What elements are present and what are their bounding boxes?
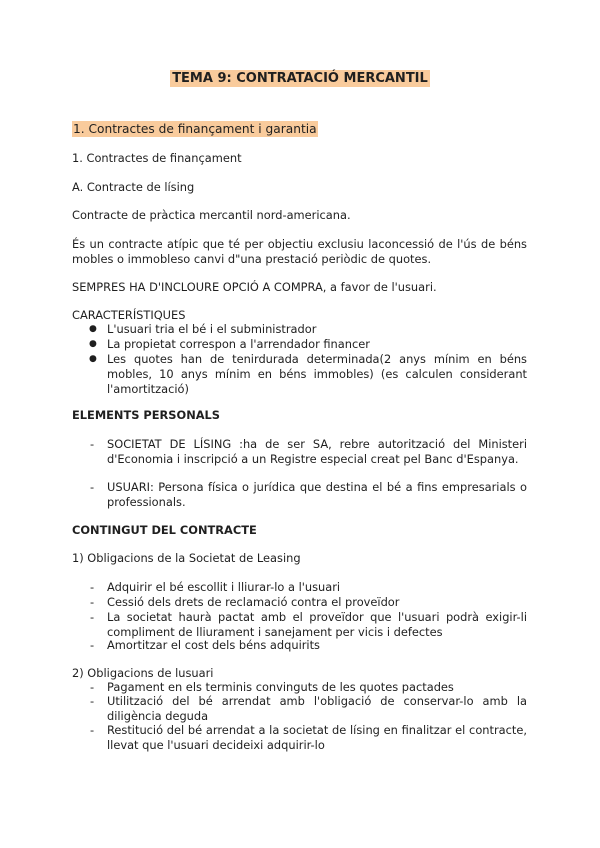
- list-item: Restitució del bé arrendat a la societat de lísing en finalitzar el contracte, llevat que l'usuari decideixi adquirir-lo: [107, 723, 527, 752]
- dash-icon: -: [90, 680, 95, 694]
- document-title: [0, 70, 600, 87]
- list-item: Amortitzar el cost dels béns adquirits: [107, 638, 320, 652]
- dash-icon: -: [90, 437, 95, 451]
- list-item: SOCIETAT DE LÍSING :ha de ser SA, rebre autorització del Ministeri d'Economia i inscripció a un Registre especial creat pel Banc d'Espanya.: [107, 437, 527, 466]
- heading-elements-personals: ELEMENTS PERSONALS: [72, 408, 221, 422]
- paragraph-definition: És un contracte atípic que té per objectiu exclusiu laconcessió de l'ús de béns mobles o immobleso canvi d"una prestació periòdic de quotes.: [72, 237, 527, 266]
- subheading-obligacions-usuari: 2) Obligacions de lusuari: [72, 666, 214, 680]
- dash-icon: -: [90, 610, 95, 624]
- paragraph-opcio-compra: SEMPRES HA D'INCLOURE OPCIÓ A COMPRA, a favor de l'usuari.: [72, 280, 437, 294]
- subheading-financament: 1. Contractes de finançament: [72, 151, 242, 165]
- paragraph-intro: Contracte de pràctica mercantil nord-americana.: [72, 208, 351, 222]
- list-item: Les quotes han de tenirdurada determinada(2 anys mínim en béns mobles, 10 anys mínim en béns immobles) (es calculen considerant l'amortització): [107, 352, 527, 396]
- dash-icon: -: [90, 723, 95, 737]
- dash-icon: -: [90, 694, 95, 708]
- dash-icon: -: [90, 480, 95, 494]
- list-item: USUARI: Persona física o jurídica que destina el bé a fins empresarials o professionals.: [107, 480, 527, 509]
- heading-contingut: CONTINGUT DEL CONTRACTE: [72, 523, 257, 537]
- dash-icon: -: [90, 595, 95, 609]
- bullet-icon: ●: [89, 324, 97, 334]
- list-item: La propietat correspon a l'arrendador financer: [107, 337, 370, 351]
- heading-caracteristiques: CARACTERÍSTIQUES: [72, 308, 186, 322]
- subheading-obligacions-societat: 1) Obligacions de la Societat de Leasing: [72, 551, 301, 565]
- dash-icon: -: [90, 638, 95, 652]
- list-item: Utilització del bé arrendat amb l'obligació de conservar-lo amb la diligència deguda: [107, 694, 527, 723]
- dash-icon: -: [90, 580, 95, 594]
- list-item: Adquirir el bé escollit i lliurar-lo a l'usuari: [107, 580, 341, 594]
- list-item: La societat haurà pactat amb el proveïdor que l'usuari podrà exigir-li compliment de lliurament i sanejament per vicis i defectes: [107, 610, 527, 639]
- list-item: Pagament en els terminis convinguts de les quotes pactades: [107, 680, 454, 694]
- bullet-icon: ●: [89, 354, 97, 364]
- section-heading-text: 1. Contractes de finançament i garantia: [73, 122, 317, 136]
- list-item: Cessió dels drets de reclamació contra el proveïdor: [107, 595, 400, 609]
- section-heading: [72, 122, 318, 137]
- subheading-lising: A. Contracte de lísing: [72, 180, 195, 194]
- list-item: L'usuari tria el bé i el subministrador: [107, 322, 317, 336]
- bullet-icon: ●: [89, 339, 97, 349]
- title-text: TEMA 9: CONTRATACIÓ MERCANTIL: [172, 71, 428, 86]
